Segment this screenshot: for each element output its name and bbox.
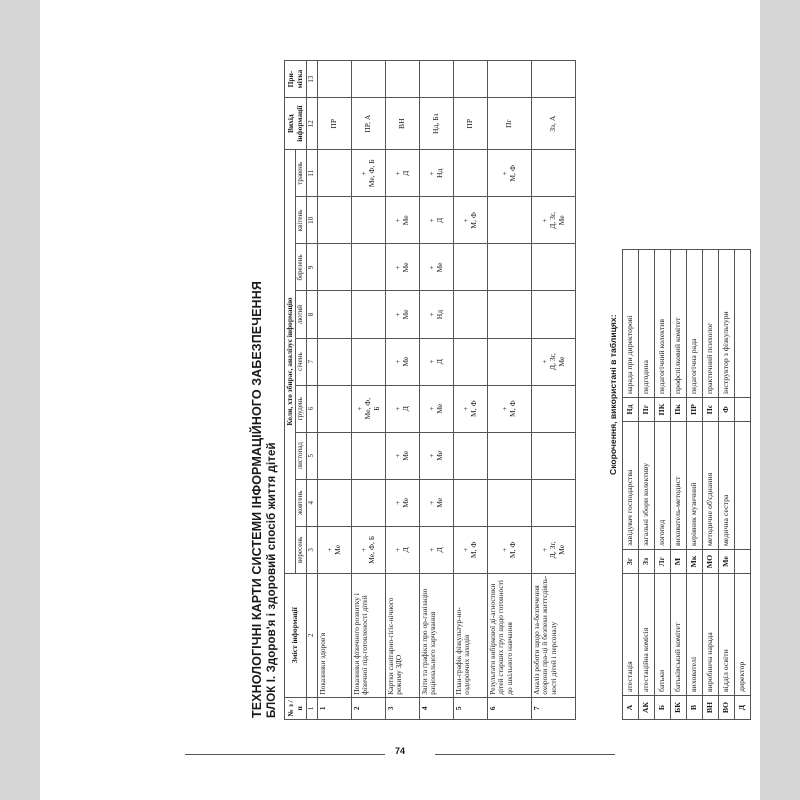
row-month-cell: + Д, Зг, Ме (531, 526, 575, 573)
row-month-cell (453, 150, 487, 197)
row-month-cell (531, 385, 575, 432)
row-output: ВН (385, 98, 419, 150)
row-month-cell (487, 432, 531, 479)
row-number: 4 (419, 697, 453, 719)
abbreviations-body (623, 250, 751, 720)
abbreviation-meaning: методичне об'єднання (703, 422, 719, 550)
abbreviation-code: Д (735, 696, 751, 720)
row-month-cell (317, 385, 351, 432)
abbreviation-meaning: педгодина (639, 250, 655, 398)
row-month-cell (351, 479, 385, 526)
row-month-cell: + Д (385, 526, 419, 573)
abbreviation-row (671, 250, 687, 720)
table-row (385, 61, 419, 720)
abbreviation-code: Б (655, 696, 671, 720)
header-month: квітень (296, 197, 307, 244)
row-month-cell: + Д (419, 197, 453, 244)
row-month-cell: + Ме (419, 385, 453, 432)
abbreviation-meaning: нарада при директорові (623, 250, 639, 398)
abbreviation-code: ПК (655, 398, 671, 422)
abbreviation-row (655, 250, 671, 720)
row-month-cell (317, 291, 351, 338)
row-month-cell (487, 291, 531, 338)
row-month-cell: + Д, Зг, Ме (531, 338, 575, 385)
header-column-number: 6 (307, 385, 318, 432)
row-note (487, 61, 531, 98)
row-month-cell (351, 291, 385, 338)
page-title: ТЕХНОЛОГІЧНІ КАРТИ СИСТЕМИ ІНФОРМАЦІЙНОГО ЗАБЕЗПЕЧЕННЯ (250, 281, 264, 718)
row-content: Звіти та графіки про ор-ганізацію раціонального харчування (419, 573, 453, 697)
row-content: Показники фізичного розвитку і фізичної під-готовленості дітей (351, 573, 385, 697)
row-note (351, 61, 385, 98)
row-number: 6 (487, 697, 531, 719)
abbreviation-row (639, 250, 655, 720)
abbreviation-code: Пк (671, 398, 687, 422)
row-month-cell (351, 338, 385, 385)
header-month: вересень (296, 526, 307, 573)
row-note (317, 61, 351, 98)
row-month-cell: + М, Ф (487, 150, 531, 197)
row-month-cell (317, 244, 351, 291)
table-row (531, 61, 575, 720)
page-number (40, 746, 760, 756)
header-column-number: 4 (307, 479, 318, 526)
header-month: березень (296, 244, 307, 291)
header-note: При-мітка (285, 61, 307, 98)
abbreviation-meaning (735, 250, 751, 398)
abbreviation-meaning: загальні збори колективу (639, 422, 655, 550)
row-output: Пг (487, 98, 531, 150)
abbreviation-code: ВН (703, 696, 719, 720)
row-month-cell (351, 244, 385, 291)
row-month-cell: + Ме (385, 244, 419, 291)
row-month-cell (531, 432, 575, 479)
abbreviation-code: Зз (639, 550, 655, 574)
row-month-cell (453, 244, 487, 291)
row-month-cell (317, 432, 351, 479)
row-month-cell (531, 479, 575, 526)
abbreviation-code: БК (671, 696, 687, 720)
abbreviation-meaning: інструктор з фізкультури (719, 250, 735, 398)
row-number: 5 (453, 697, 487, 719)
header-column-number: 1 (307, 697, 318, 719)
row-note (419, 61, 453, 98)
abbreviation-code: Ф (719, 398, 735, 422)
abbreviation-row (623, 250, 639, 720)
row-month-cell (317, 197, 351, 244)
abbreviation-meaning: вихователі (687, 574, 703, 696)
header-output: Вихід інформації (285, 98, 307, 150)
row-month-cell (487, 479, 531, 526)
abbreviations-title: Скорочення, використані в таблицях: (608, 314, 618, 475)
row-note (531, 61, 575, 98)
table-row (487, 61, 531, 720)
row-month-cell: + М, Ф (487, 385, 531, 432)
header-month: жовтень (296, 479, 307, 526)
header-month: лютий (296, 291, 307, 338)
row-month-cell: + Д (419, 526, 453, 573)
abbreviation-code (735, 398, 751, 422)
abbreviation-meaning: медична сестра (719, 422, 735, 550)
row-month-cell (317, 479, 351, 526)
header-column-number: 9 (307, 244, 318, 291)
row-month-cell (487, 338, 531, 385)
row-month-cell: + Нд (419, 150, 453, 197)
row-month-cell: + Ме, Ф, Б (351, 526, 385, 573)
row-content: Картки санітарно-гігіє-нічного режиму ЗДО (385, 573, 419, 697)
row-month-cell (453, 338, 487, 385)
header-column-number: 3 (307, 526, 318, 573)
row-month-cell (317, 338, 351, 385)
header-column-number: 8 (307, 291, 318, 338)
abbreviation-code: ПР (687, 398, 703, 422)
table-row (453, 61, 487, 720)
row-month-cell (487, 197, 531, 244)
row-note (453, 61, 487, 98)
abbreviation-row (687, 250, 703, 720)
header-num: № з / п (285, 697, 307, 719)
abbreviation-meaning: виробнича нарада (703, 574, 719, 696)
abbreviation-code: Мк (687, 550, 703, 574)
row-month-cell (531, 150, 575, 197)
row-month-cell (351, 432, 385, 479)
abbreviation-meaning: батьківський комітет (671, 574, 687, 696)
row-month-cell (453, 432, 487, 479)
abbreviations-table (622, 249, 751, 720)
row-month-cell: + Ме (385, 291, 419, 338)
row-month-cell (531, 291, 575, 338)
header-column-number: 2 (307, 573, 318, 697)
abbreviation-code: Лг (655, 550, 671, 574)
row-month-cell: + Д (385, 150, 419, 197)
header-content: Зміст інформації (285, 573, 307, 697)
header-month: листопад (296, 432, 307, 479)
abbreviation-meaning (735, 422, 751, 550)
abbreviation-meaning: педагогічна рада (687, 250, 703, 398)
row-output: ПР (317, 98, 351, 150)
row-month-cell (453, 479, 487, 526)
header-who: Коли, хто збирає, аналізує інформацію (285, 150, 296, 574)
abbreviation-code: Пс (703, 398, 719, 422)
section-subtitle: БЛОК І. Здоров'я і здоровий спосіб життя дітей (266, 442, 278, 718)
row-month-cell: + Нд (419, 291, 453, 338)
header-month: травень (296, 150, 307, 197)
row-content: Результати вибіркової ді-агностики дітей старших груп щодо готовності до шкільного навчання (487, 573, 531, 697)
table-row (317, 61, 351, 720)
row-month-cell (531, 244, 575, 291)
abbreviation-meaning: вихователь-методист (671, 422, 687, 550)
row-output: Нд, Бз (419, 98, 453, 150)
row-month-cell: + М, Ф (453, 385, 487, 432)
header-column-number: 12 (307, 98, 318, 150)
header-column-number: 13 (307, 61, 318, 98)
header-row-numbers (307, 61, 318, 720)
row-month-cell: + Ме (385, 432, 419, 479)
abbreviation-meaning: батьки (655, 574, 671, 696)
row-month-cell: + Ме, Ф, Б (351, 150, 385, 197)
abbreviation-meaning: керівник музичний (687, 422, 703, 550)
table-row (351, 61, 385, 720)
abbreviation-meaning: педагогічний колектив (655, 250, 671, 398)
row-number: 1 (317, 697, 351, 719)
row-month-cell: + Ме (385, 479, 419, 526)
abbreviation-code: Ме (719, 550, 735, 574)
technology-map-table (284, 60, 576, 720)
row-number: 7 (531, 697, 575, 719)
abbreviation-row (735, 250, 751, 720)
header-column-number: 7 (307, 338, 318, 385)
abbreviation-meaning: практичний психолог (703, 250, 719, 398)
row-month-cell (453, 291, 487, 338)
row-month-cell: + М, Ф (487, 526, 531, 573)
row-content: Аналіз роботи щодо за-безпечення охорони пра-ці й безпеки життєдіяль-ності дітей і персоналу (531, 573, 575, 697)
header-column-number: 5 (307, 432, 318, 479)
row-number: 3 (385, 697, 419, 719)
abbreviation-meaning: профспілковий комітет (671, 250, 687, 398)
row-month-cell: + Ме, Ф, Б (351, 385, 385, 432)
row-content: Показники здоров'я (317, 573, 351, 697)
row-output: ПР, А (351, 98, 385, 150)
row-month-cell (317, 150, 351, 197)
table-body (317, 61, 575, 720)
row-content: План-графік фізкультур-но-оздоровчих заходів (453, 573, 487, 697)
row-number: 2 (351, 697, 385, 719)
abbreviation-code: Пг (639, 398, 655, 422)
row-note (385, 61, 419, 98)
abbreviation-meaning: атестація (623, 574, 639, 696)
abbreviation-meaning: відділ освіти (719, 574, 735, 696)
row-month-cell: + Ме (317, 526, 351, 573)
abbreviation-code (735, 550, 751, 574)
header-column-number: 11 (307, 150, 318, 197)
abbreviation-code: В (687, 696, 703, 720)
abbreviation-code: М (671, 550, 687, 574)
abbreviation-code: МО (703, 550, 719, 574)
abbreviation-code: А (623, 696, 639, 720)
header-column-number: 10 (307, 197, 318, 244)
header-month: січень (296, 338, 307, 385)
row-month-cell: + Ме (419, 432, 453, 479)
row-month-cell (351, 197, 385, 244)
row-output: ПР (453, 98, 487, 150)
abbreviation-code: АК (639, 696, 655, 720)
header-row-main (285, 61, 296, 720)
abbreviation-meaning: атестаційна комісія (639, 574, 655, 696)
row-month-cell: + Ме (419, 244, 453, 291)
rotated-content (250, 60, 747, 720)
table-row (419, 61, 453, 720)
abbreviation-meaning: директор (735, 574, 751, 696)
row-month-cell: + Д (419, 338, 453, 385)
abbreviation-row (703, 250, 719, 720)
page-number-text: 74 (385, 746, 415, 756)
abbreviation-meaning: завідувач господарства (623, 422, 639, 550)
row-month-cell: + Ме (419, 479, 453, 526)
abbreviation-code: ВО (719, 696, 735, 720)
abbreviation-code: Нд (623, 398, 639, 422)
row-output: Зз, А (531, 98, 575, 150)
header-month: грудень (296, 385, 307, 432)
abbreviation-meaning: логопед (655, 422, 671, 550)
row-month-cell: + Ме (385, 197, 419, 244)
row-month-cell: + Д, Зг, Ме (531, 197, 575, 244)
row-month-cell: + Д (385, 385, 419, 432)
row-month-cell: + Ме (385, 338, 419, 385)
row-month-cell: + М, Ф (453, 526, 487, 573)
row-month-cell: + М, Ф (453, 197, 487, 244)
row-month-cell (487, 244, 531, 291)
abbreviation-row (719, 250, 735, 720)
abbreviation-code: Зг (623, 550, 639, 574)
document-page (40, 0, 760, 800)
